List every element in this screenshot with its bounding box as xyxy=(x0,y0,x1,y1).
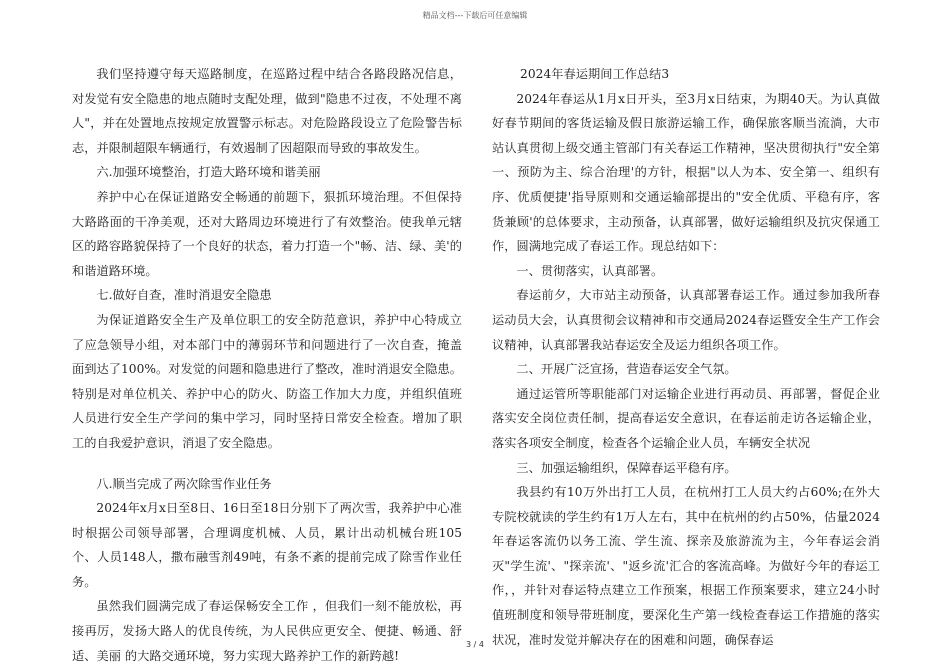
left-column xyxy=(72,62,462,668)
paragraph: 我们坚持遵守每天巡路制度，在巡路过程中结合各路段路况信息，对发觉有安全隐患的地点随时支配处理，做到"隐患不过夜，不处理不离人"，并在处置地点按规定放置警示标志。对危险路段设立了危险警告标志，并限制超限车辆通行，有效遏制了因超限而导致的事故发生。 xyxy=(72,67,462,155)
paragraph: 2024年x月x日至8日、16日至18日分别下了两次雪，我养护中心准时根据公司领导部署，合理调度机械、人员，累计出动机械台班105个、人员148人，撒布融雪剂49吨，有条不紊的提前完成了除雪作业任务。 xyxy=(72,501,462,589)
page-number: 3 / 4 xyxy=(466,640,484,649)
paragraph: 虽然我们圆满完成了春运保畅安全工作 ，但我们一刻不能放松，再接再厉，发扬大路人的优良传统，为人民供应更安全、便捷、畅通、舒适、美丽 的大路交通环境，努力实现大路养护工作的新跨越! xyxy=(72,599,462,663)
document-title: 2024年春运期间工作总结3 xyxy=(520,67,670,81)
page-header: 精品文档---下载后可任意编辑 xyxy=(422,11,528,20)
paragraph: 春运前夕，大市站主动预备，认真部署春运工作。通过参加我所春运动员大会，认真贯彻会议精神和市交通局2024春运暨安全生产工作会议精神，认真部署我站春运安全及运力组织各项工作。 xyxy=(492,288,880,352)
section-heading: 二、开展广泛宣扬，营造春运安全气氛。 xyxy=(516,362,737,377)
section-heading: 一、贯彻落实，认真部署。 xyxy=(516,263,664,278)
section-heading: 八.顺当完成了两次除雪作业任务 xyxy=(96,476,272,491)
paragraph: 2024年春运从1月x日开头，至3月x日结束，为期40天。为认真做好春节期间的客货运输及假日旅游运输工作，确保旅客顺当流淌，大市站认真贯彻上级交通主管部门有关春运工作精神，坚决贯彻执行"安全第一、预防为主、综合治理'的方针，根据"以人为本、安全第一、组织有序、优质便捷'指导原则和交通运输部提出的"安全优质、平稳有序，客货兼顾'的总体要求，主动预备，认真部署，做好运输组织及抗灾保通工作，圆满地完成了春运工作。现总结如下： xyxy=(492,91,880,254)
section-heading: 七.做好自查，准时消退安全隐患 xyxy=(96,288,272,303)
paragraph: 我县约有10万外出打工人员，在杭州打工人员大约占60%;在外大专院校就读的学生约有1万人左右，其中在杭州的约占50%，估量2024年春运客流仍以务工流、学生流、探亲及旅游流为主，今年春运会消灭"学生流'、"探亲流'、"返乡流'汇合的客流高峰。为做好今年的春运工作，，并针对春运特点建立工作预案，根据工作预案要求，建立24小时值班制度和领导带班制度，要深化生产第一线检查春运工作措施的落实状况，准时发觉并解决存在的困难和问题，确保春运 xyxy=(492,485,880,647)
paragraph: 养护中心在保证道路安全畅通的前题下，狠抓环境治理。不但保持大路路面的干净美观，还对大路周边环境进行了有效整治。使我单元辖区的路容路貌保持了一个良好的状态，着力打造一个"畅、洁、绿、美'的和谐道路环境。 xyxy=(72,189,462,278)
paragraph: 通过运管所等职能部门对运输企业进行再动员、再部署，督促企业落实安全岗位责任制，提高春运安全意识，在春运前走访各运输企业，落实各项安全制度，检查各个运输企业人员，车辆安全状况 xyxy=(492,386,880,450)
section-heading: 三、加强运输组织，保障春运平稳有序。 xyxy=(516,460,737,475)
right-column xyxy=(492,62,880,652)
section-heading: 六.加强环境整治，打造大路环境和谐美丽 xyxy=(96,165,321,180)
paragraph: 为保证道路安全生产及单位职工的安全防范意识，养护中心特成立了应急领导小组，对本部门中的薄弱环节和问题进行了一次自查，掩盖面到达了100%。对发觉的问题和隐患进行了整改，准时消退安全隐患。特别是对单位机关、养护中心的防火、防盗工作加大力度，并组织值班人员进行安全生产学问的集中学习，同时坚持日常安全检查。增加了职工的自我爱护意识，消退了安全隐患。 xyxy=(72,312,462,450)
